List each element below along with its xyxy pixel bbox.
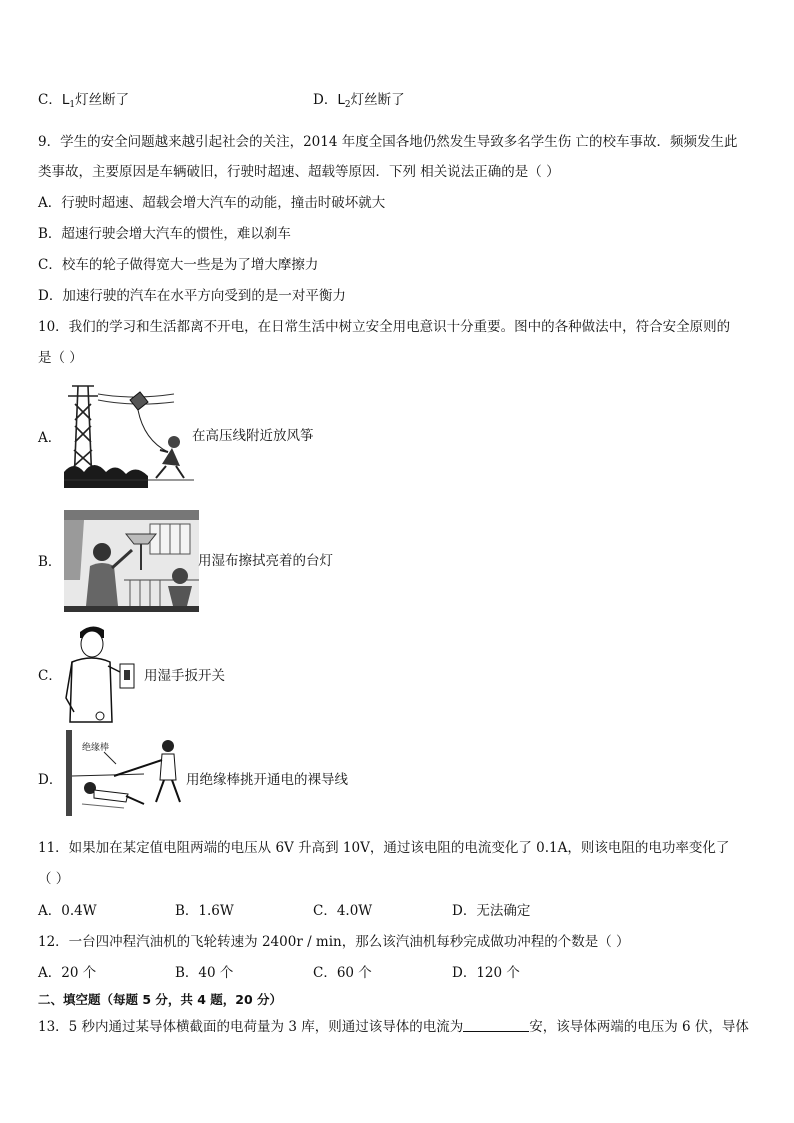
q10-option-a-caption: 在高压线附近放风筝 <box>192 428 314 444</box>
q11-option-d: D．无法确定 <box>452 903 531 919</box>
q10-stem-line2: 是（ ） <box>38 350 83 366</box>
q10-stem-line1: 10．我们的学习和生活都离不开电，在日常生活中树立安全用电意识十分重要。图中的各种做法中，符合安全原则的 <box>38 319 731 335</box>
kite-near-power-line-illustration <box>64 380 194 488</box>
q13-stem: 13．5 秒内通过某导体横截面的电荷量为 3 库，则通过该导体的电流为 安，该导体两端的电压为 6 伏，导体 <box>38 1019 749 1035</box>
q10-option-b-caption: 用湿布擦拭亮着的台灯 <box>198 553 333 569</box>
q8-option-d: D．$L_2$灯丝断了 <box>313 92 405 110</box>
q10-option-a-letter: A． <box>38 430 62 446</box>
insulated-rod-sign: 绝缘棒 <box>82 743 110 753</box>
wiping-lamp-with-wet-cloth-illustration <box>64 510 199 612</box>
q10-option-b-letter: B． <box>38 554 62 570</box>
q11-stem-line1: 11．如果加在某定值电阻两端的电压从 6V 升高到 10V，通过该电阻的电流变化了 0.1A，则该电阻的电功率变化了 <box>38 840 730 856</box>
q9-stem-line1: 9．学生的安全问题越来越引起社会的关注，2014 年度全国各地仍然发生导致多名学生伤 亡的校车事故．频频发生此 <box>38 134 738 150</box>
q9-option-c: C．校车的轮子做得宽大一些是为了增大摩擦力 <box>38 257 319 273</box>
q13-answer-blank <box>463 1019 529 1032</box>
q11-stem-line2: （ ） <box>38 871 70 887</box>
q12-option-b: B．40 个 <box>175 965 234 981</box>
q8-option-c-symbol: L <box>61 92 70 108</box>
q10-option-c-letter: C． <box>38 668 62 684</box>
q9-option-b: B．超速行驶会增大汽车的惯性，难以刹车 <box>38 226 291 242</box>
q8-option-d-symbol: L <box>337 92 345 108</box>
q12-option-a: A．20 个 <box>38 965 97 981</box>
q11-option-c: C．4.0W <box>313 903 373 919</box>
q9-stem-line2: 类事故，主要原因是车辆破旧，行驶时超速、超载等原因．下列 相关说法正确的是（ ） <box>38 164 560 180</box>
q12-option-c: C．60 个 <box>313 965 372 981</box>
wet-hand-switch-illustration <box>64 622 144 726</box>
section-heading-fill-in: 二、填空题（每题 5 分，共 4 题，20 分） <box>38 992 283 1007</box>
insulated-rod-rescue-illustration <box>64 730 186 816</box>
q10-option-c-caption: 用湿手扳开关 <box>144 668 225 684</box>
q9-option-d: D．加速行驶的汽车在水平方向受到的是一对平衡力 <box>38 288 346 304</box>
q12-option-d: D．120 个 <box>452 965 520 981</box>
q12-stem: 12．一台四冲程汽油机的飞轮转速为 2400r / min，那么该汽油机每秒完成做功冲程的个数是（ ） <box>38 934 630 950</box>
q9-option-a: A．行驶时超速、超载会增大汽车的动能，撞击时破坏就大 <box>38 195 386 211</box>
q8-option-c: C．$L_1$灯丝断了 <box>38 92 130 110</box>
q11-option-a: A．0.4W <box>38 903 97 919</box>
q11-option-b: B．1.6W <box>175 903 234 919</box>
q10-option-d-caption: 用绝缘棒挑开通电的裸导线 <box>186 772 348 788</box>
q10-option-d-letter: D． <box>38 772 63 788</box>
